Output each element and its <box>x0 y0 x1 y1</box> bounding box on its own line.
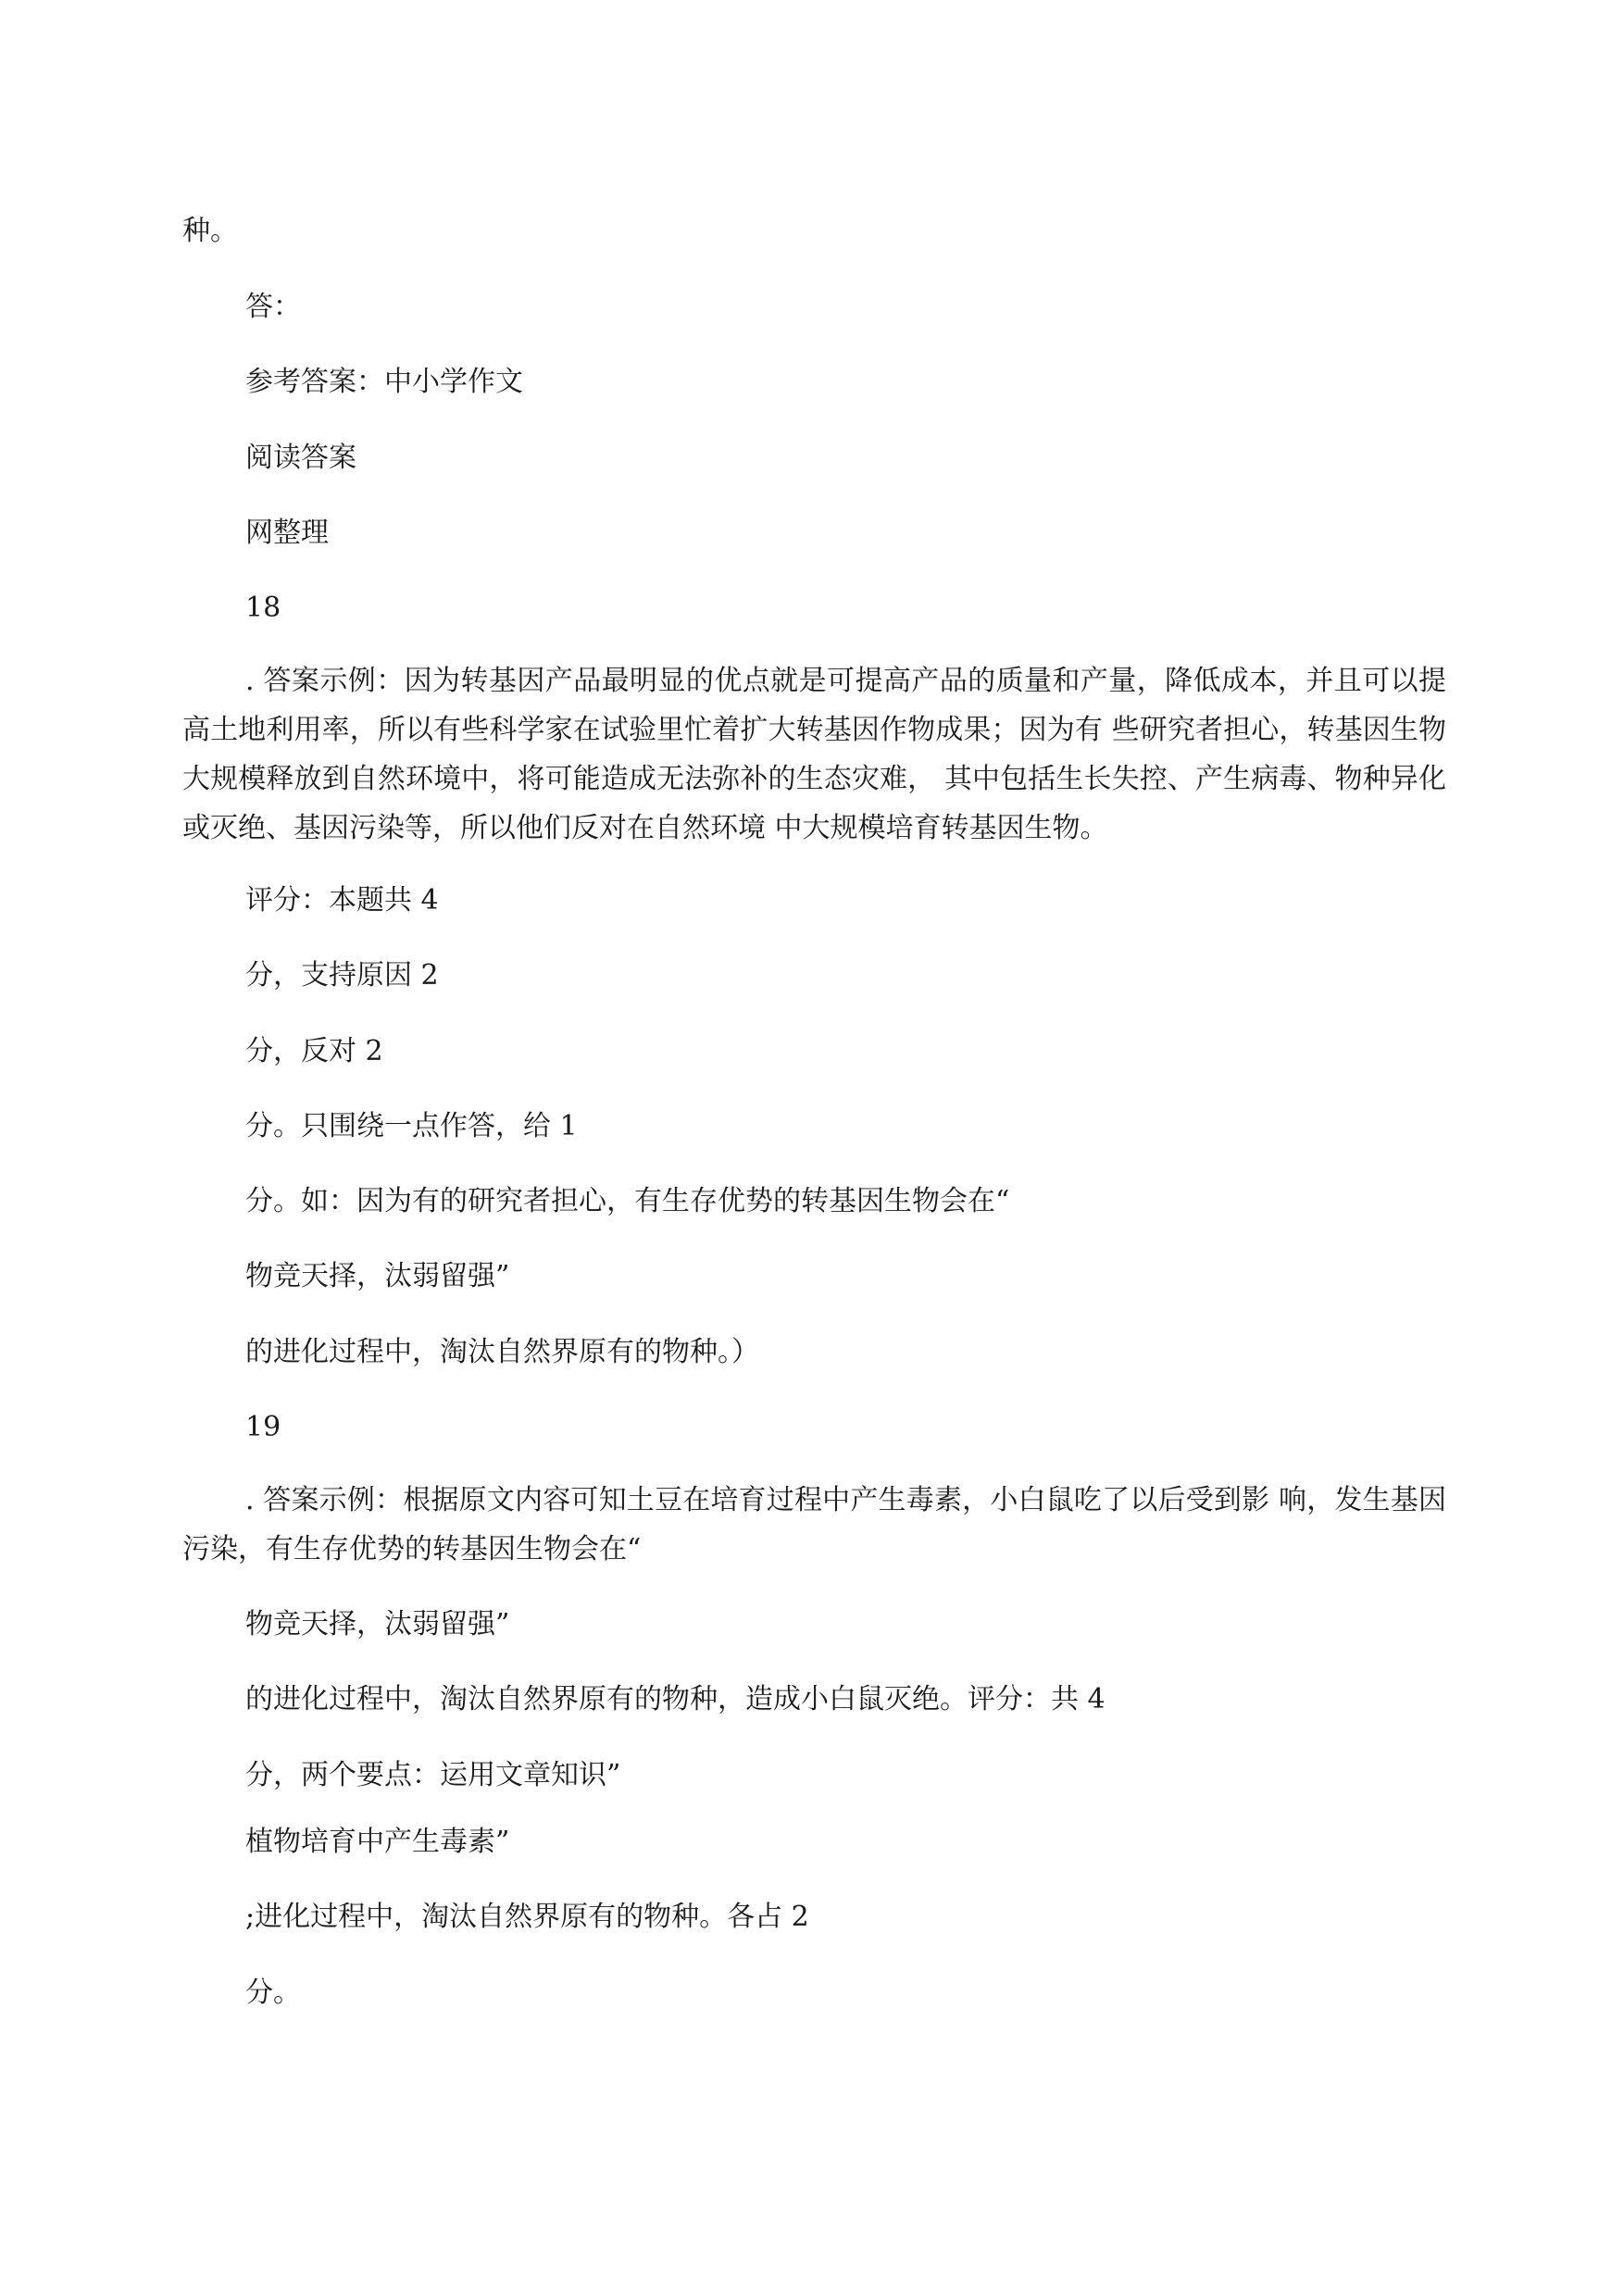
scoring-line: 植物培育中产生毒素” <box>245 1826 510 1858</box>
scoring-line: 评分：本题共 4 <box>245 884 439 917</box>
text-line: 的进化过程中，淘汰自然界原有的物种，造成小白鼠灭绝。评分：共 4 <box>245 1683 1106 1715</box>
text-line: 的进化过程中，淘汰自然界原有的物种。） <box>245 1336 759 1368</box>
question-number-19: 19 <box>245 1411 281 1443</box>
scoring-line: 分。 <box>245 1977 301 2009</box>
scoring-line: 分。如：因为有的研究者担心，有生存优势的转基因生物会在“ <box>245 1185 1010 1217</box>
answer-paragraph-19: . 答案示例：根据原文内容可知土豆在培育过程中产生毒素，小白鼠吃了以后受到影 响，发生基因污染，有生存优势的转基因生物会在“ <box>182 1484 1446 1565</box>
reading-answer-line: 阅读答案 <box>245 442 356 474</box>
text-line-continuation: 种。 <box>182 215 238 247</box>
reference-answer-line: 参考答案：中小学作文 <box>245 366 523 398</box>
scoring-line: 分，两个要点：运用文章知识” <box>245 1759 621 1791</box>
scoring-line: 分，反对 2 <box>245 1035 383 1067</box>
scoring-line: 分。只围绕一点作答，给 1 <box>245 1110 578 1142</box>
answer-paragraph-18: . 答案示例：因为转基因产品最明显的优点就是可提高产品的质量和产量，降低成本，并且可以提高土地利用率，所以有些科学家在试验里忙着扩大转基因作物成果；因为有 些研究者担心，转基因生物大规模释放到自然环境中，将可能造成无法弥补的生态灾难， 其中包括生长失控、产生病毒、物种异化或灭绝、基因污染等，所以他们反对在自然环境 中大规模培育转基因生物。 <box>182 665 1446 844</box>
answer-label: 答： <box>245 291 301 323</box>
compiled-by-line: 网整理 <box>245 517 329 549</box>
scoring-line: ;进化过程中，淘汰自然界原有的物种。各占 2 <box>245 1901 809 1933</box>
quote-line: 物竞天择，汰弱留强” <box>245 1260 510 1292</box>
scoring-line: 分，支持原因 2 <box>245 959 439 992</box>
quote-line: 物竞天择，汰弱留强” <box>245 1608 510 1640</box>
question-number-18: 18 <box>245 592 281 624</box>
